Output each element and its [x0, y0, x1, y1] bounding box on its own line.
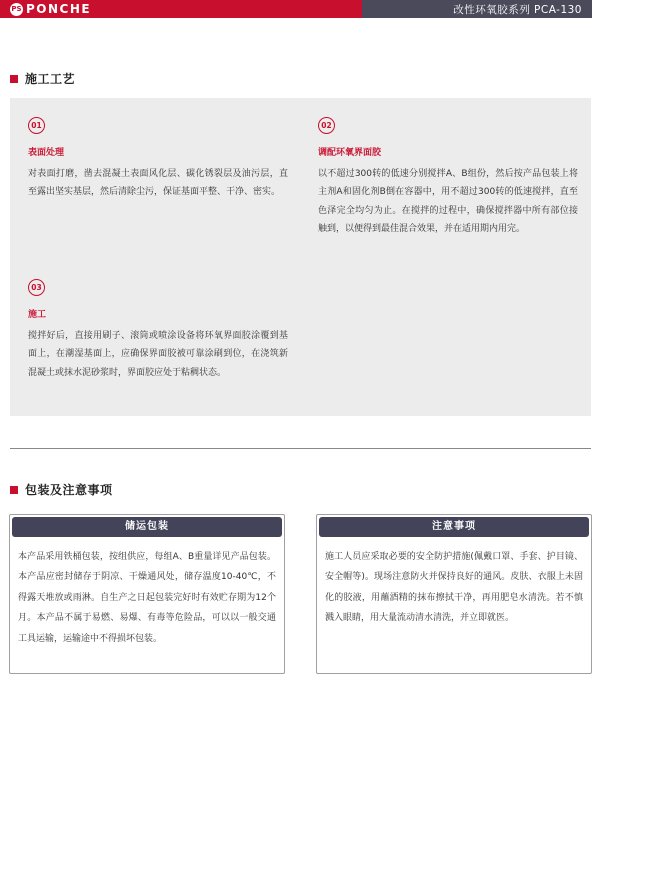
square-bullet-icon: [10, 75, 18, 83]
step-body: 以不超过300转的低速分别搅拌A、B组份，然后按产品包装上将主剂A和固化剂B倒在容器中，用不超过300转的低速搅拌，直至色泽完全均匀为止。在搅拌的过程中，确保搅拌器中所有部位接触到，以便得到最佳混合效果，并在适用期内用完。: [318, 169, 578, 234]
box-heading: 注意事项: [319, 517, 589, 537]
step-application: [28, 279, 288, 382]
logo-text: PONCHE: [26, 2, 92, 16]
step-mixing: [318, 117, 578, 238]
section-heading: 施工工艺: [25, 72, 76, 86]
step-title: 施工: [28, 310, 47, 320]
product-title: 改性环氧胶系列 PCA-130: [453, 4, 582, 16]
logo-mark-icon: PS: [10, 3, 23, 16]
notice-box: [316, 514, 592, 674]
header-title-strip: [362, 0, 592, 18]
step-title: 表面处理: [28, 148, 65, 158]
box-body: 本产品采用铁桶包装，按组供应，每组A、B重量详见产品包装。本产品应密封储存于阴凉、干燥通风处，储存温度10-40℃，不得露天堆放或雨淋。自生产之日起包装完好时有效贮存期为12个月。本产品不属于易燃、易爆、有毒等危险品，可以以一般交通工具运输，运输途中不得损坏包装。: [18, 552, 276, 644]
step-number-badge: 01: [28, 117, 45, 134]
brand-logo: [10, 1, 91, 17]
box-body: 施工人员应采取必要的安全防护措施(佩戴口罩、手套、护目镜、安全帽等)。现场注意防火并保持良好的通风。皮肤、衣服上未固化的胶液，用蘸酒精的抹布擦拭干净，再用肥皂水清洗。若不慎溅入眼睛，用大量流动清水清洗，并立即就医。: [325, 552, 583, 624]
header-bar: [0, 0, 592, 18]
step-number-badge: 03: [28, 279, 45, 296]
packaging-section-title: [10, 481, 113, 498]
header-brand-strip: [0, 0, 362, 18]
step-number-badge: 02: [318, 117, 335, 134]
section-divider: [10, 448, 591, 449]
storage-box: [9, 514, 285, 674]
step-body: 对表面打磨，凿去混凝土表面风化层、碳化锈裂层及油污层，直至露出坚实基层，然后清除尘污，保证基面平整、干净、密实。: [28, 169, 288, 198]
step-title: 调配环氧界面胶: [318, 148, 382, 158]
section-heading: 包装及注意事项: [25, 483, 113, 497]
process-section-title: [10, 70, 75, 87]
square-bullet-icon: [10, 486, 18, 494]
step-surface-treatment: [28, 117, 288, 202]
step-body: 搅拌好后，直接用刷子、滚筒或喷涂设备将环氧界面胶涂覆到基面上，在潮湿基面上，应确保界面胶被可靠涂刷到位，在浇筑新混凝土或抹水泥砂浆时，界面胶应处于粘稠状态。: [28, 331, 288, 378]
box-heading: 储运包装: [12, 517, 282, 537]
